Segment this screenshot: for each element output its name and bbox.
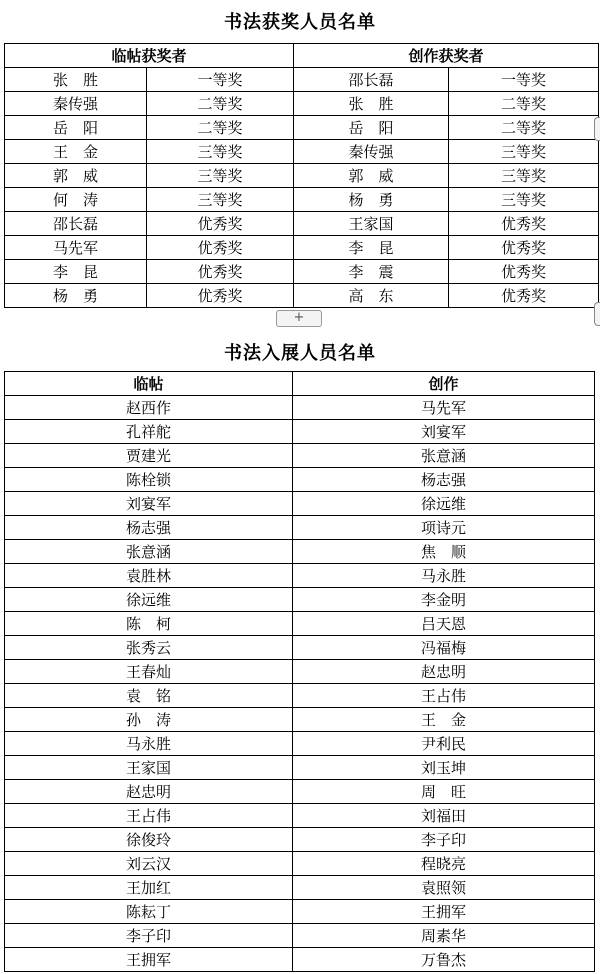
creation-exhibitor-name: 周素华 bbox=[293, 924, 595, 948]
creation-winner-name: 杨 勇 bbox=[294, 188, 449, 212]
creation-winner-prize: 优秀奖 bbox=[449, 260, 599, 284]
table-row bbox=[5, 732, 595, 756]
copy-exhibitor-name: 袁胜林 bbox=[5, 564, 293, 588]
table-row bbox=[5, 780, 595, 804]
copy-exhibitor-name: 刘宴军 bbox=[5, 492, 293, 516]
table-row bbox=[5, 188, 599, 212]
copy-exhibitor-name: 徐远维 bbox=[5, 588, 293, 612]
creation-winners-header: 创作获奖者 bbox=[294, 44, 599, 68]
copy-winner-prize: 二等奖 bbox=[147, 92, 294, 116]
creation-winner-prize: 一等奖 bbox=[449, 68, 599, 92]
table-row bbox=[5, 492, 595, 516]
copy-exhibitor-name: 孔祥舵 bbox=[5, 420, 293, 444]
creation-exhibitor-name: 吕天恩 bbox=[293, 612, 595, 636]
table-row bbox=[5, 900, 595, 924]
creation-winner-name: 王家国 bbox=[294, 212, 449, 236]
creation-exhibitor-name: 王 金 bbox=[293, 708, 595, 732]
creation-exhibitor-name: 王占伟 bbox=[293, 684, 595, 708]
table-row bbox=[5, 540, 595, 564]
creation-winner-name: 邵长磊 bbox=[294, 68, 449, 92]
table-row bbox=[5, 660, 595, 684]
copy-winner-name: 王 金 bbox=[5, 140, 147, 164]
creation-winner-prize: 二等奖 bbox=[449, 92, 599, 116]
copy-winner-prize: 优秀奖 bbox=[147, 284, 294, 308]
copy-exhibitor-name: 杨志强 bbox=[5, 516, 293, 540]
copy-exhibitor-name: 陈栓锁 bbox=[5, 468, 293, 492]
copy-winner-prize: 一等奖 bbox=[147, 68, 294, 92]
creation-winner-prize: 优秀奖 bbox=[449, 212, 599, 236]
table-resize-handle[interactable] bbox=[594, 117, 600, 141]
creation-winner-name: 李 昆 bbox=[294, 236, 449, 260]
copy-exhibitor-name: 张秀云 bbox=[5, 636, 293, 660]
copy-exhibitor-name: 徐俊玲 bbox=[5, 828, 293, 852]
creation-winner-prize: 三等奖 bbox=[449, 188, 599, 212]
creation-exhibitor-name: 李子印 bbox=[293, 828, 595, 852]
creation-exhibitor-name: 焦 顺 bbox=[293, 540, 595, 564]
copy-winner-prize: 优秀奖 bbox=[147, 260, 294, 284]
creation-winner-name: 李 震 bbox=[294, 260, 449, 284]
copy-winner-name: 何 涛 bbox=[5, 188, 147, 212]
table-row bbox=[5, 116, 599, 140]
table-row bbox=[5, 164, 599, 188]
table-row bbox=[5, 804, 595, 828]
creation-winner-name: 高 东 bbox=[294, 284, 449, 308]
copy-exhibitor-name: 赵忠明 bbox=[5, 780, 293, 804]
copy-exhibitor-name: 陈 柯 bbox=[5, 612, 293, 636]
copy-winner-name: 秦传强 bbox=[5, 92, 147, 116]
table-row bbox=[5, 396, 595, 420]
creation-exhibitor-name: 刘玉坤 bbox=[293, 756, 595, 780]
copy-exhibitor-name: 王加红 bbox=[5, 876, 293, 900]
copy-exhibitor-name: 赵西作 bbox=[5, 396, 293, 420]
creation-exhibitor-name: 王拥军 bbox=[293, 900, 595, 924]
copy-exhibitor-name: 陈耘丁 bbox=[5, 900, 293, 924]
table-row bbox=[5, 468, 595, 492]
awards-title: 书法获奖人员名单 bbox=[224, 12, 376, 33]
creation-winner-prize: 优秀奖 bbox=[449, 284, 599, 308]
creation-exhibitor-name: 刘宴军 bbox=[293, 420, 595, 444]
table-row bbox=[5, 420, 595, 444]
creation-exhibitor-name: 马永胜 bbox=[293, 564, 595, 588]
copy-winner-prize: 二等奖 bbox=[147, 116, 294, 140]
table-row bbox=[5, 876, 595, 900]
copy-winner-name: 杨 勇 bbox=[5, 284, 147, 308]
copy-exhibit-header: 临帖 bbox=[5, 372, 293, 396]
table-row bbox=[5, 612, 595, 636]
creation-winner-prize: 三等奖 bbox=[449, 164, 599, 188]
creation-exhibitor-name: 程晓亮 bbox=[293, 852, 595, 876]
copy-exhibitor-name: 贾建光 bbox=[5, 444, 293, 468]
table-row bbox=[5, 236, 599, 260]
copy-winner-prize: 三等奖 bbox=[147, 164, 294, 188]
add-row-button[interactable]: + bbox=[276, 310, 322, 327]
creation-exhibitor-name: 周 旺 bbox=[293, 780, 595, 804]
creation-exhibitor-name: 马先军 bbox=[293, 396, 595, 420]
creation-winner-name: 秦传强 bbox=[294, 140, 449, 164]
copy-winner-name: 马先军 bbox=[5, 236, 147, 260]
copy-exhibitor-name: 王春灿 bbox=[5, 660, 293, 684]
copy-exhibitor-name: 孙 涛 bbox=[5, 708, 293, 732]
creation-exhibit-header: 创作 bbox=[293, 372, 595, 396]
table-resize-handle[interactable] bbox=[594, 302, 600, 326]
creation-winner-prize: 优秀奖 bbox=[449, 236, 599, 260]
copy-winner-name: 邵长磊 bbox=[5, 212, 147, 236]
creation-exhibitor-name: 张意涵 bbox=[293, 444, 595, 468]
creation-exhibitor-name: 袁照领 bbox=[293, 876, 595, 900]
exhibit-title: 书法入展人员名单 bbox=[224, 343, 376, 364]
table-row bbox=[5, 516, 595, 540]
creation-winner-name: 张 胜 bbox=[294, 92, 449, 116]
copy-winner-name: 岳 阳 bbox=[5, 116, 147, 140]
table-row bbox=[5, 260, 599, 284]
creation-exhibitor-name: 刘福田 bbox=[293, 804, 595, 828]
copy-exhibitor-name: 张意涵 bbox=[5, 540, 293, 564]
table-row bbox=[5, 140, 599, 164]
copy-exhibitor-name: 马永胜 bbox=[5, 732, 293, 756]
creation-exhibitor-name: 冯福梅 bbox=[293, 636, 595, 660]
copy-winner-name: 郭 威 bbox=[5, 164, 147, 188]
copy-winner-name: 张 胜 bbox=[5, 68, 147, 92]
table-row bbox=[5, 828, 595, 852]
copy-exhibitor-name: 袁 铭 bbox=[5, 684, 293, 708]
table-row bbox=[5, 924, 595, 948]
table-row bbox=[5, 684, 595, 708]
creation-winner-prize: 二等奖 bbox=[449, 116, 599, 140]
creation-winner-name: 郭 威 bbox=[294, 164, 449, 188]
table-row bbox=[5, 444, 595, 468]
table-row bbox=[5, 68, 599, 92]
creation-exhibitor-name: 杨志强 bbox=[293, 468, 595, 492]
table-row bbox=[5, 636, 595, 660]
creation-exhibitor-name: 项诗元 bbox=[293, 516, 595, 540]
awards-table bbox=[4, 43, 599, 308]
copy-exhibitor-name: 李子印 bbox=[5, 924, 293, 948]
creation-exhibitor-name: 万鲁杰 bbox=[293, 948, 595, 972]
creation-winner-name: 岳 阳 bbox=[294, 116, 449, 140]
copy-winner-prize: 优秀奖 bbox=[147, 212, 294, 236]
copy-exhibitor-name: 刘云汉 bbox=[5, 852, 293, 876]
table-row bbox=[5, 852, 595, 876]
table-row bbox=[5, 92, 599, 116]
copy-exhibitor-name: 王占伟 bbox=[5, 804, 293, 828]
creation-exhibitor-name: 尹利民 bbox=[293, 732, 595, 756]
table-row bbox=[5, 708, 595, 732]
creation-winner-prize: 三等奖 bbox=[449, 140, 599, 164]
copy-winner-prize: 三等奖 bbox=[147, 140, 294, 164]
creation-exhibitor-name: 徐远维 bbox=[293, 492, 595, 516]
copy-winner-prize: 优秀奖 bbox=[147, 236, 294, 260]
copy-exhibitor-name: 王家国 bbox=[5, 756, 293, 780]
table-row bbox=[5, 756, 595, 780]
creation-exhibitor-name: 李金明 bbox=[293, 588, 595, 612]
exhibit-table bbox=[4, 371, 595, 972]
copy-exhibitor-name: 王拥军 bbox=[5, 948, 293, 972]
copy-winners-header: 临帖获奖者 bbox=[5, 44, 294, 68]
table-row bbox=[5, 212, 599, 236]
table-row bbox=[5, 284, 599, 308]
table-row bbox=[5, 564, 595, 588]
copy-winner-prize: 三等奖 bbox=[147, 188, 294, 212]
copy-winner-name: 李 昆 bbox=[5, 260, 147, 284]
creation-exhibitor-name: 赵忠明 bbox=[293, 660, 595, 684]
table-row bbox=[5, 588, 595, 612]
table-row bbox=[5, 948, 595, 972]
